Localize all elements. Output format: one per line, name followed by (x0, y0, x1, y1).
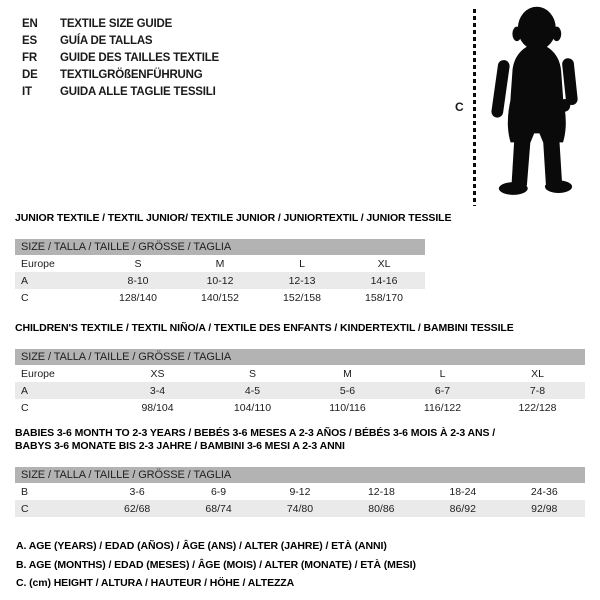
language-code: EN (22, 17, 38, 30)
size-value: 140/152 (201, 291, 239, 304)
table-row (15, 382, 585, 399)
size-value: 10-12 (206, 274, 234, 287)
size-value: 14-16 (370, 274, 398, 287)
table-title: BABIES 3-6 MONTH TO 2-3 YEARS / BEBÉS 3-6 MESES A 2-3 AÑOS / BÉBÉS 3-6 MOIS À 2-3 ANS / (15, 427, 496, 439)
language-guide-title: TEXTILGRÖßENFÜHRUNG (60, 68, 203, 81)
size-value: 80/86 (368, 502, 395, 515)
size-table-header-row (15, 349, 585, 365)
table-row (15, 365, 585, 382)
size-value: XL (531, 367, 544, 380)
size-value: 8-10 (127, 274, 149, 287)
table-row (15, 272, 425, 289)
size-value: 5-6 (339, 384, 356, 397)
size-value: M (343, 367, 352, 380)
size-table (15, 239, 425, 306)
height-label: C (455, 100, 464, 114)
size-value: 110/116 (329, 401, 366, 414)
babies-textile-table-block (15, 427, 585, 517)
size-value: 3-6 (129, 485, 145, 498)
language-code: IT (22, 85, 32, 98)
language-row (22, 49, 219, 66)
row-label: Europe (21, 367, 55, 380)
size-value: 74/80 (286, 502, 314, 515)
size-table (15, 349, 585, 416)
table-title: CHILDREN'S TEXTILE / TEXTIL NIÑO/A / TEXTILE DES ENFANTS / KINDERTEXTIL / BAMBINI TESSILE (15, 322, 514, 334)
size-value: 98/104 (141, 401, 174, 414)
table-row (15, 483, 585, 500)
language-code: DE (22, 68, 38, 81)
table-row (15, 255, 425, 272)
language-title-list (22, 15, 219, 100)
size-table-header: SIZE / TALLA / TAILLE / GRÖSSE / TAGLIA (15, 467, 585, 483)
size-value: 128/140 (119, 291, 157, 304)
size-table-header-row (15, 467, 585, 483)
size-value: 62/68 (123, 502, 151, 515)
size-value: 12-18 (367, 485, 395, 498)
language-guide-title: TEXTILE SIZE GUIDE (60, 17, 173, 30)
size-value: 4-5 (244, 384, 261, 397)
size-value: 7-8 (529, 384, 546, 397)
size-value: XL (377, 257, 391, 270)
table-row (15, 399, 585, 416)
language-code: FR (22, 51, 37, 64)
size-value: 92/98 (531, 502, 558, 515)
size-value: 18-24 (449, 485, 477, 498)
size-value: 6-9 (210, 485, 227, 498)
size-value: M (215, 257, 225, 270)
size-value: 6-7 (434, 384, 451, 397)
legend-line: B. AGE (MONTHS) / EDAD (MESES) / ÂGE (MOIS) / ALTER (MONATE) / ETÀ (MESI) (16, 558, 416, 571)
size-value: 9-12 (289, 485, 311, 498)
size-value: 12-13 (288, 274, 316, 287)
size-value: L (439, 367, 446, 380)
legend-line: C. (cm) HEIGHT / ALTURA / HAUTEUR / HÖHE / ALTEZZA (16, 577, 295, 589)
size-value: S (134, 257, 142, 270)
measurement-legend (16, 537, 416, 593)
row-label: C (21, 291, 29, 304)
size-value: 86/92 (449, 502, 476, 515)
language-row (22, 66, 219, 83)
row-label: B (21, 485, 29, 498)
size-value: 68/74 (205, 502, 232, 515)
height-measure-figure (440, 0, 600, 215)
row-label: A (21, 274, 29, 287)
size-table (15, 467, 585, 517)
size-value: 24-36 (530, 485, 558, 498)
size-value: 104/110 (233, 401, 272, 414)
size-value: 116/122 (423, 401, 462, 414)
size-value: 122/128 (518, 401, 557, 414)
toddler-silhouette-icon (485, 4, 585, 212)
language-guide-title: GUIDA ALLE TAGLIE TESSILI (60, 85, 216, 98)
language-row (22, 83, 219, 100)
size-value: L (299, 257, 305, 270)
language-row (22, 32, 219, 49)
childrens-textile-table-block (15, 322, 585, 416)
row-label: Europe (21, 257, 55, 270)
row-label: C (21, 401, 29, 414)
row-label: C (21, 502, 29, 515)
size-value: XS (150, 367, 165, 380)
size-value: 3-4 (149, 384, 166, 397)
row-label: A (21, 384, 29, 397)
size-value: S (248, 367, 256, 380)
legend-line: A. AGE (YEARS) / EDAD (AÑOS) / ÂGE (ANS) / ALTER (JAHRE) / ETÀ (ANNI) (16, 540, 387, 552)
language-code: ES (22, 34, 37, 47)
table-title: JUNIOR TEXTILE / TEXTIL JUNIOR/ TEXTILE JUNIOR / JUNIORTEXTIL / JUNIOR TESSILE (15, 212, 452, 224)
language-guide-title: GUIDE DES TAILLES TEXTILE (60, 51, 219, 64)
table-title: BABYS 3-6 MONATE BIS 2-3 JAHRE / BAMBINI 3-6 MESI A 2-3 ANNI (15, 440, 345, 452)
height-dashed-line (473, 9, 476, 206)
size-table-header: SIZE / TALLA / TAILLE / GRÖSSE / TAGLIA (15, 239, 425, 255)
language-guide-title: GUÍA DE TALLAS (60, 34, 153, 47)
language-row (22, 15, 219, 32)
size-value: 152/158 (283, 291, 321, 304)
junior-textile-table-block (15, 212, 452, 306)
size-table-header: SIZE / TALLA / TAILLE / GRÖSSE / TAGLIA (15, 349, 585, 365)
table-row (15, 289, 425, 306)
size-table-header-row (15, 239, 425, 255)
size-value: 158/170 (365, 291, 403, 304)
table-row (15, 500, 585, 517)
